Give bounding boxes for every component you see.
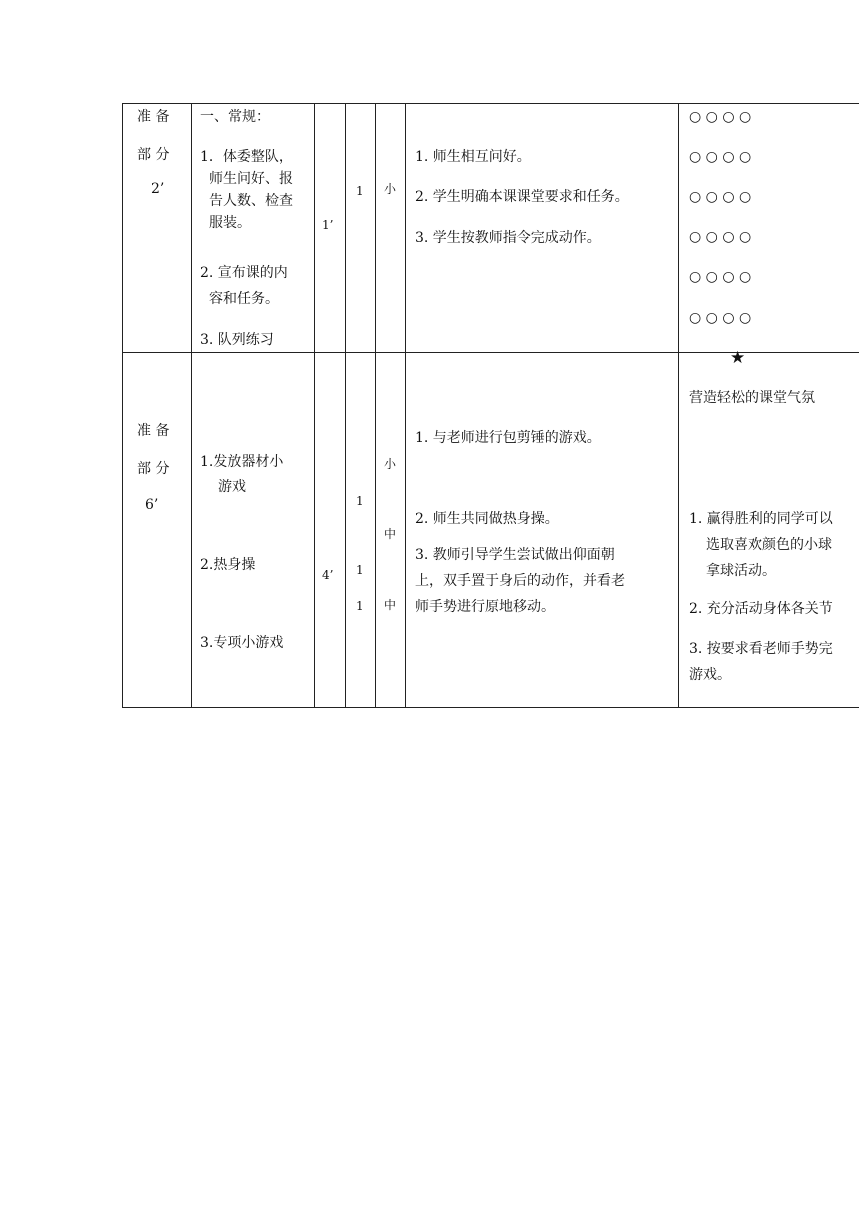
student-text: 1. 与老师进行包剪锤的游戏。 (415, 430, 601, 446)
formation-text: 选取喜欢颜色的小球 (706, 537, 832, 553)
content-text: 师生问好、报 (209, 171, 293, 187)
formation-text: 拿球活动。 (706, 563, 776, 579)
student-cell (406, 353, 679, 708)
formation-row: ○ ○ ○ ○ (689, 189, 752, 205)
time-value: 4’ (322, 568, 334, 582)
part-cell (123, 104, 192, 353)
time-value: 1’ (322, 218, 334, 232)
formation-row: ○ ○ ○ ○ (689, 149, 752, 165)
formation-note: 营造轻松的课堂气氛 (689, 390, 815, 406)
lesson-plan-table (122, 103, 860, 708)
part-duration: 6’ (145, 497, 159, 513)
student-text: 3. 学生按教师指令完成动作。 (415, 230, 601, 246)
times-value: 1 (356, 599, 364, 613)
content-cell (192, 104, 315, 353)
times-value: 1 (356, 563, 364, 577)
content-cell (192, 353, 315, 708)
content-text: 3. 队列练习 (200, 332, 274, 348)
time-cell (315, 353, 346, 708)
content-text: 告人数、检查 (209, 193, 293, 209)
intensity-value: 中 (384, 527, 397, 541)
formation-row: ○ ○ ○ ○ (689, 269, 752, 285)
content-text: 容和任务。 (209, 291, 279, 307)
formation-text: 2. 充分活动身体各关节 (689, 601, 833, 617)
formation-cell (679, 104, 860, 353)
content-text: 2. 宣布课的内 (200, 265, 288, 281)
formation-row: ○ ○ ○ ○ (689, 310, 752, 326)
table-row (123, 353, 860, 708)
part-cell (123, 353, 192, 708)
student-text: 3. 教师引导学生尝试做出仰面朝 (415, 547, 615, 563)
formation-cell (679, 348, 860, 708)
intensity-cell (376, 104, 406, 353)
student-cell (406, 104, 679, 353)
content-text: 服装。 (209, 215, 251, 231)
part-label: 准 备 (137, 109, 170, 125)
intensity-cell (376, 353, 406, 708)
table-row (123, 104, 860, 353)
formation-text: 1. 赢得胜利的同学可以 (689, 511, 833, 527)
student-text: 师手势进行原地移动。 (415, 599, 555, 615)
formation-text: 3. 按要求看老师手势完 (689, 641, 833, 657)
content-text: 1．体委整队， (200, 149, 293, 165)
content-text: 2.热身操 (200, 557, 256, 573)
formation-row: ○ ○ ○ ○ (689, 109, 752, 125)
part-label: 部 分 (137, 461, 170, 477)
intensity-value: 中 (384, 598, 397, 612)
intensity-value: 小 (384, 182, 397, 196)
part-label: 准 备 (137, 423, 170, 439)
part-duration: 2’ (151, 181, 165, 197)
student-text: 2. 学生明确本课课堂要求和任务。 (415, 189, 629, 205)
times-value: 1 (356, 494, 364, 508)
times-cell (346, 353, 376, 708)
content-text: 3.专项小游戏 (200, 635, 284, 651)
formation-row: ○ ○ ○ ○ (689, 229, 752, 245)
content-text: 1.发放器材小 (200, 454, 284, 470)
student-text: 2. 师生共同做热身操。 (415, 511, 559, 527)
times-cell (346, 104, 376, 353)
teacher-star-icon: ★ (730, 348, 746, 368)
student-text: 1. 师生相互问好。 (415, 149, 531, 165)
intensity-value: 小 (384, 457, 397, 471)
formation-text: 游戏。 (689, 667, 731, 683)
content-text: 游戏 (218, 479, 246, 495)
student-text: 上，双手置于身后的动作，并看老 (415, 573, 625, 589)
content-heading: 一、常规： (200, 109, 270, 125)
time-cell (315, 104, 346, 353)
times-value: 1 (356, 184, 364, 198)
part-label: 部 分 (137, 147, 170, 163)
